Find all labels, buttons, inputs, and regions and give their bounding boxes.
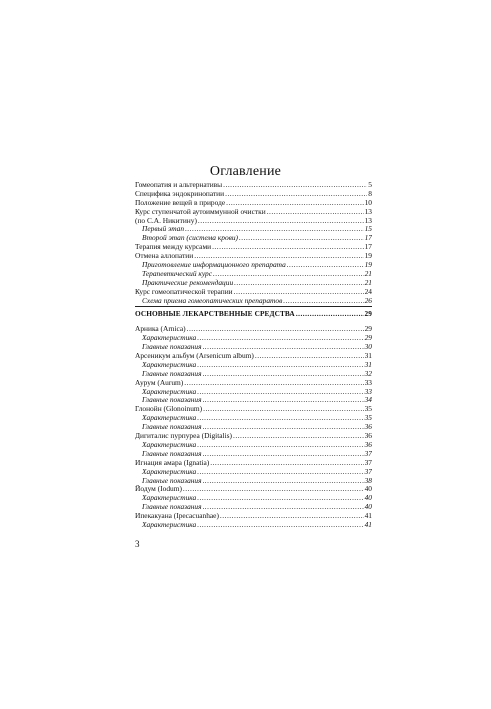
toc-entry-page: 37 <box>364 467 372 476</box>
toc-entry-label: Главные показания <box>142 343 202 352</box>
toc-entry-label: Характеристика <box>142 387 197 396</box>
toc-entry-label: ОСНОВНЫЕ ЛЕКАРСТВЕННЫЕ СРЕДСТВА <box>135 310 295 319</box>
toc-entry-label: Положение вещей в природе <box>135 198 226 207</box>
dot-leader <box>203 477 364 486</box>
toc-entry-label: Характеристика <box>142 494 197 503</box>
toc-entry-page: 40 <box>364 485 372 494</box>
toc-entry-page: 35 <box>364 414 372 423</box>
toc-entry-label: Гомеопатия и альтернативы <box>135 181 223 189</box>
toc-subentry[interactable] <box>135 521 372 530</box>
toc-entry[interactable] <box>135 379 372 388</box>
toc-entry-label: Второй этап (система крови) <box>142 234 239 243</box>
toc-entry-page: 37 <box>364 449 372 458</box>
toc-subentry[interactable] <box>135 477 372 486</box>
toc-entry-page: 33 <box>364 378 372 387</box>
toc-entry-page: 13 <box>364 216 372 225</box>
toc-entry[interactable] <box>135 252 372 261</box>
dot-leader <box>223 181 367 190</box>
toc-entry-label: Главные показания <box>142 396 202 405</box>
dot-leader <box>203 343 364 352</box>
dot-leader <box>198 217 364 226</box>
toc-entry-page: 13 <box>364 207 372 216</box>
toc-entry-label: Курс гомеопатической терапии <box>135 287 233 296</box>
toc-entry[interactable] <box>135 217 372 226</box>
toc-entry-page: 35 <box>364 405 372 414</box>
toc-entry-label: Главные показания <box>142 476 202 485</box>
toc-entry-page: 29 <box>364 310 372 319</box>
dot-leader <box>203 503 364 512</box>
toc-subentry[interactable] <box>135 414 372 423</box>
toc-entry-label: Схема приема гомеопатических препаратов <box>142 296 283 305</box>
toc-subentry[interactable] <box>135 423 372 432</box>
dot-leader <box>185 225 364 234</box>
dot-leader <box>197 441 363 450</box>
toc-entry-label: Характеристика <box>142 414 197 423</box>
toc-entry-label: Терапия между курсами <box>135 243 212 252</box>
toc-entry-label: Глонойн (Glonoinum) <box>135 405 203 414</box>
dot-leader <box>203 450 364 459</box>
dot-leader <box>239 234 364 243</box>
toc-entry-page: 36 <box>364 423 372 432</box>
dot-leader <box>234 279 363 288</box>
toc-subentry[interactable] <box>135 297 372 306</box>
toc-entry-label: Характеристика <box>142 467 197 476</box>
toc-entry-label: Характеристика <box>142 440 197 449</box>
toc-entry-label: Приготовление информационного препарата <box>142 261 286 270</box>
toc-entry-label: Главные показания <box>142 503 202 512</box>
dot-leader <box>225 190 367 199</box>
dot-leader <box>287 261 364 270</box>
toc-entry-label: Йодум (Iodum) <box>135 485 182 494</box>
toc-entry-label: Главные показания <box>142 423 202 432</box>
dot-leader <box>203 370 364 379</box>
dot-leader <box>213 270 364 279</box>
toc-subentry[interactable] <box>135 450 372 459</box>
toc-entry-page: 31 <box>364 360 372 369</box>
toc-entry-page: 34 <box>364 396 372 405</box>
toc-entry-page: 33 <box>364 387 372 396</box>
toc-subentry[interactable] <box>135 234 372 243</box>
toc-entry[interactable] <box>135 208 372 217</box>
toc-subentry[interactable] <box>135 370 372 379</box>
dot-leader <box>203 396 364 405</box>
toc-title: Оглавление <box>209 164 282 179</box>
page-number: 3 <box>135 539 140 549</box>
toc-entry-page: 40 <box>364 494 372 503</box>
toc-subentry[interactable] <box>135 441 372 450</box>
dot-leader <box>220 512 364 521</box>
dot-leader <box>197 521 363 530</box>
toc-entry-label: Отмена аллопатии <box>135 252 194 261</box>
dot-leader <box>233 432 364 441</box>
toc-entry-page: 31 <box>364 352 372 361</box>
toc-entry-label: Характеристика <box>142 334 197 343</box>
toc-entry-label: Терапевтический курс <box>142 269 213 278</box>
dot-leader <box>197 468 363 477</box>
dot-leader <box>226 199 363 208</box>
toc-subentry[interactable] <box>135 494 372 503</box>
toc-entry[interactable] <box>135 485 372 494</box>
dot-leader <box>267 208 364 217</box>
dot-leader <box>203 405 364 414</box>
toc-entry-label: Главные показания <box>142 369 202 378</box>
toc-entry-page: 19 <box>364 261 372 270</box>
dot-leader <box>210 459 363 468</box>
dot-leader <box>184 379 363 388</box>
toc-entry-label: Дигиталис пурпуреа (Digitalis) <box>135 432 232 441</box>
toc-subentry[interactable] <box>135 388 372 397</box>
toc-entry-label: Главные показания <box>142 449 202 458</box>
toc-entry[interactable] <box>135 432 372 441</box>
toc-subentry[interactable] <box>135 279 372 288</box>
dot-leader <box>194 252 363 261</box>
toc-subentry[interactable] <box>135 468 372 477</box>
toc-entry[interactable] <box>135 243 372 252</box>
dot-leader <box>203 423 364 432</box>
toc-subentry[interactable] <box>135 261 372 270</box>
toc-section-heading[interactable] <box>135 310 372 319</box>
toc-entry[interactable] <box>135 288 372 297</box>
toc-subentry[interactable] <box>135 503 372 512</box>
toc-entry-page: 37 <box>364 458 372 467</box>
toc-entry-page: 29 <box>364 325 372 334</box>
toc-entry-label: Аурум (Aurum) <box>135 378 184 387</box>
toc-entry-page: 30 <box>364 343 372 352</box>
toc-entry-page: 10 <box>364 198 372 207</box>
toc-entry-page: 41 <box>364 512 372 521</box>
toc-entry-label: Курс ступенчатой аутоиммунной очистки <box>135 207 266 216</box>
dot-leader <box>197 361 363 370</box>
toc-entry-page: 19 <box>364 252 372 261</box>
toc-entry-page: 26 <box>364 296 372 305</box>
toc-entry-label: Характеристика <box>142 360 197 369</box>
toc-entry-label: Арсеникум альбум (Arsenicum album) <box>135 352 254 361</box>
toc-subentry[interactable] <box>135 361 372 370</box>
dot-leader <box>197 414 363 423</box>
toc-subentry[interactable] <box>135 225 372 234</box>
toc-entry-page: 5 <box>368 181 372 189</box>
dot-leader <box>283 297 363 306</box>
toc-subentry[interactable] <box>135 334 372 343</box>
toc-entry-label: (по С.А. Никитину) <box>135 216 197 225</box>
toc-entry-label: Первый этап <box>142 225 185 234</box>
toc-entry-page: 32 <box>364 369 372 378</box>
toc-subentry[interactable] <box>135 343 372 352</box>
toc-entry-page: 24 <box>364 287 372 296</box>
toc-entry-page: 21 <box>364 269 372 278</box>
dot-leader <box>187 325 364 334</box>
dot-leader <box>183 485 364 494</box>
dot-leader <box>255 352 364 361</box>
toc-subentry[interactable] <box>135 270 372 279</box>
toc-subentry[interactable] <box>135 396 372 405</box>
toc-entry[interactable] <box>135 181 372 190</box>
toc-entry-page: 38 <box>364 476 372 485</box>
toc-entry-page: 15 <box>364 225 372 234</box>
toc-entry-label: Характеристика <box>142 520 197 529</box>
toc-entry-page: 29 <box>364 334 372 343</box>
dot-leader <box>296 310 364 319</box>
toc-entry-page: 21 <box>364 278 372 287</box>
section-divider <box>135 306 372 307</box>
toc-entry-page: 40 <box>364 503 372 512</box>
toc-entry[interactable] <box>135 190 372 199</box>
toc-entry-page: 36 <box>364 432 372 441</box>
toc-entry[interactable] <box>135 459 372 468</box>
dot-leader <box>197 334 363 343</box>
toc-entry[interactable] <box>135 352 372 361</box>
toc-entry-page: 8 <box>368 189 372 198</box>
table-of-contents <box>135 181 372 530</box>
toc-entry-label: Практические рекомендации <box>142 278 234 287</box>
toc-entry-label: Игнация амара (Ignatia) <box>135 458 210 467</box>
toc-entry-page: 17 <box>364 234 372 243</box>
toc-entry-label: Арника (Arnica) <box>135 325 186 334</box>
dot-leader <box>197 388 363 397</box>
dot-leader <box>212 243 364 252</box>
toc-entry-page: 36 <box>364 440 372 449</box>
toc-entry[interactable] <box>135 325 372 334</box>
toc-entry[interactable] <box>135 199 372 208</box>
toc-entry-page: 41 <box>364 520 372 529</box>
toc-entry-label: Ипекакуана (Ipecacuanhae) <box>135 512 219 521</box>
dot-leader <box>197 494 363 503</box>
toc-entry-page: 17 <box>364 243 372 252</box>
toc-entry-label: Специфика эндокринопатии <box>135 189 225 198</box>
toc-entry[interactable] <box>135 512 372 521</box>
toc-entry[interactable] <box>135 405 372 414</box>
dot-leader <box>234 288 364 297</box>
